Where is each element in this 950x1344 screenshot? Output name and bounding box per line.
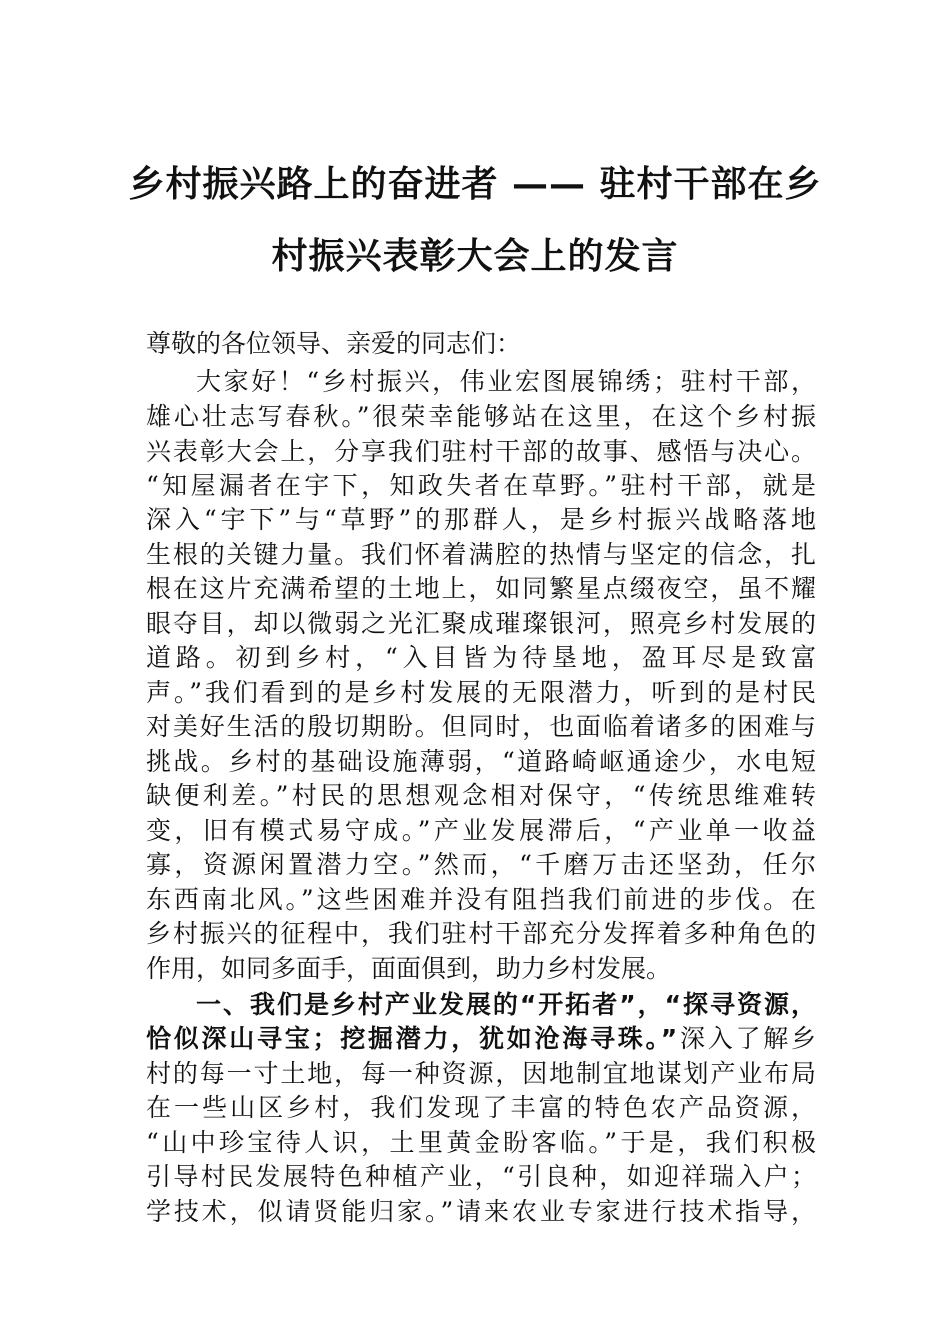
paragraph-line: 村的每一寸土地，每一种资源，因地制宜地谋划产业布局 [146,1059,816,1088]
salutation: 尊敬的各位领导、亲爱的同志们： [146,329,522,358]
paragraph-line: 挑战。乡村的基础设施薄弱，“道路崎岖通途少，水电短 [146,747,816,776]
paragraph-line: 乡村振兴的征程中，我们驻村干部充分发挥着多种角色的 [146,919,816,948]
paragraph-line: 在一些山区乡村，我们发现了丰富的特色农产品资源， [146,1093,816,1122]
paragraph-line: 寡，资源闲置潜力空。”然而，“千磨万击还坚劲，任尔 [146,850,816,879]
paragraph-line: 作用，如同多面手，面面俱到，助力乡村发展。 [146,954,672,983]
paragraph-line: 根在这片充满希望的土地上，如同繁星点缀夜空，虽不耀 [146,574,816,603]
paragraph-line: 深入“宇下”与“草野”的那群人，是乡村振兴战略落地 [146,505,816,534]
paragraph-line: 眼夺目，却以微弱之光汇聚成璀璨银河，照亮乡村发展的 [146,609,816,638]
paragraph-line: 兴表彰大会上，分享我们驻村干部的故事、感悟与决心。 [146,437,816,466]
paragraph-line: 道路。初到乡村，“入目皆为待垦地，盈耳尽是致富 [146,643,816,672]
section-heading-line-1: 一、我们是乡村产业发展的“开拓者”，“探寻资源， [196,990,816,1019]
page-title-line-2: 村振兴表彰大会上的发言 [271,235,679,277]
paragraph-line: 雄心壮志写春秋。”很荣幸能够站在这里，在这个乡村振 [146,402,816,431]
paragraph-line: “知屋漏者在宇下，知政失者在草野。”驻村干部，就是 [146,471,816,500]
paragraph-line: 东西南北风。”这些困难并没有阻挡我们前进的步伐。在 [146,885,816,914]
paragraph-line: 变，旧有模式易守成。”产业发展滞后，“产业单一收益 [146,816,816,845]
paragraph-line: 学技术，似请贤能归家。”请来农业专家进行技术指导， [146,1197,816,1226]
paragraph-line: 对美好生活的殷切期盼。但同时，也面临着诸多的困难与 [146,712,816,741]
paragraph-line: 缺便利差。”村民的思想观念相对保守，“传统思维难转 [146,781,816,810]
section-heading-line-2 [146,1022,816,1056]
paragraph-line: 生根的关键力量。我们怀着满腔的热情与坚定的信念，扎 [146,540,816,569]
paragraph-line: 大家好！“乡村振兴，伟业宏图展锦绣；驻村干部， [196,367,816,396]
paragraph-line: 引导村民发展特色种植产业，“引良种，如迎祥瑞入户； [146,1162,816,1191]
paragraph-line: 声。”我们看到的是乡村发展的无限潜力，听到的是村民 [146,678,816,707]
section-text-continuation: 深入了解乡 [677,1024,816,1053]
page-title-line-1: 乡村振兴路上的奋进者 —— 驻村干部在乡 [128,163,822,205]
paragraph-line: “山中珍宝待人识，土里黄金盼客临。”于是，我们积极 [146,1128,816,1157]
section-heading-bold-text: 恰似深山寻宝；挖掘潜力，犹如沧海寻珠。” [146,1024,678,1053]
